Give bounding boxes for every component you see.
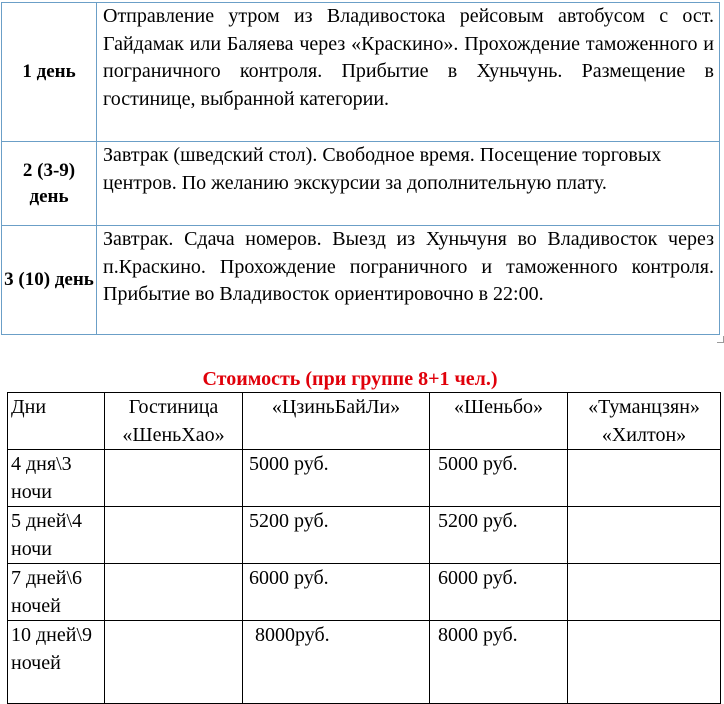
price-title: Стоимость (при группе 8+1 чел.)	[202, 368, 498, 390]
price-jinbaili: 6000 руб.	[243, 564, 430, 621]
price-shenhao	[105, 450, 243, 507]
price-jinbaili: 5200 руб.	[243, 507, 430, 564]
itinerary-row	[2, 142, 720, 226]
price-days: 5 дней\4 ночи	[8, 507, 105, 564]
price-shenbo: 5000 руб.	[430, 450, 568, 507]
header-hotel-shenbo: «Шеньбо»	[430, 393, 568, 450]
price-header-row	[8, 393, 721, 450]
price-row	[8, 564, 721, 621]
price-days: 4 дня\3 ночи	[8, 450, 105, 507]
price-jinbaili: 5000 руб.	[243, 450, 430, 507]
price-tumanjiang	[568, 450, 721, 507]
price-row	[8, 450, 721, 507]
price-row	[8, 507, 721, 564]
price-days: 10 дней\9 ночей	[8, 621, 105, 704]
itinerary-row	[2, 226, 720, 335]
price-shenhao	[105, 564, 243, 621]
itinerary-day: 3 (10) день	[2, 226, 97, 335]
price-tumanjiang	[568, 507, 721, 564]
header-hotel-shenhao: Гостиница «ШеньХао»	[105, 393, 243, 450]
price-shenbo: 6000 руб.	[430, 564, 568, 621]
header-hotel-tumanjiang: «Туманцзян» «Хилтон»	[568, 393, 721, 450]
itinerary-day: 1 день	[2, 3, 97, 142]
header-days: Дни	[8, 393, 105, 450]
itinerary-description: Отправление утром из Владивостока рейсовым автобусом с ост. Гайдамак или Баляева через «Краскино». Прохождение таможенного и пограничного контроля. Прибытие в Хуньчунь. Размещение в гостинице, выбранной категории.	[97, 3, 720, 142]
price-jinbaili: 8000руб.	[243, 621, 430, 704]
price-tumanjiang	[568, 564, 721, 621]
price-table	[7, 392, 721, 704]
price-shenhao	[105, 621, 243, 704]
itinerary-row	[2, 3, 720, 142]
itinerary-day: 2 (3-9) день	[2, 142, 97, 226]
itinerary-description: Завтрак (шведский стол). Свободное время. Посещение торговых центров. По желанию экскурсии за дополнительную плату.	[97, 142, 720, 226]
price-shenhao	[105, 507, 243, 564]
price-tumanjiang	[568, 621, 721, 704]
price-shenbo: 5200 руб.	[430, 507, 568, 564]
itinerary-table	[1, 2, 720, 335]
price-days: 7 дней\6 ночей	[8, 564, 105, 621]
price-row	[8, 621, 721, 704]
table-resize-mark	[717, 336, 724, 343]
itinerary-description: Завтрак. Сдача номеров. Выезд из Хуньчуня во Владивосток через п.Краскино. Прохождение пограничного и таможенного контроля. Прибытие во Владивосток ориентировочно в 22:00.	[97, 226, 720, 335]
header-hotel-jinbaili: «ЦзиньБайЛи»	[243, 393, 430, 450]
price-shenbo: 8000 руб.	[430, 621, 568, 704]
